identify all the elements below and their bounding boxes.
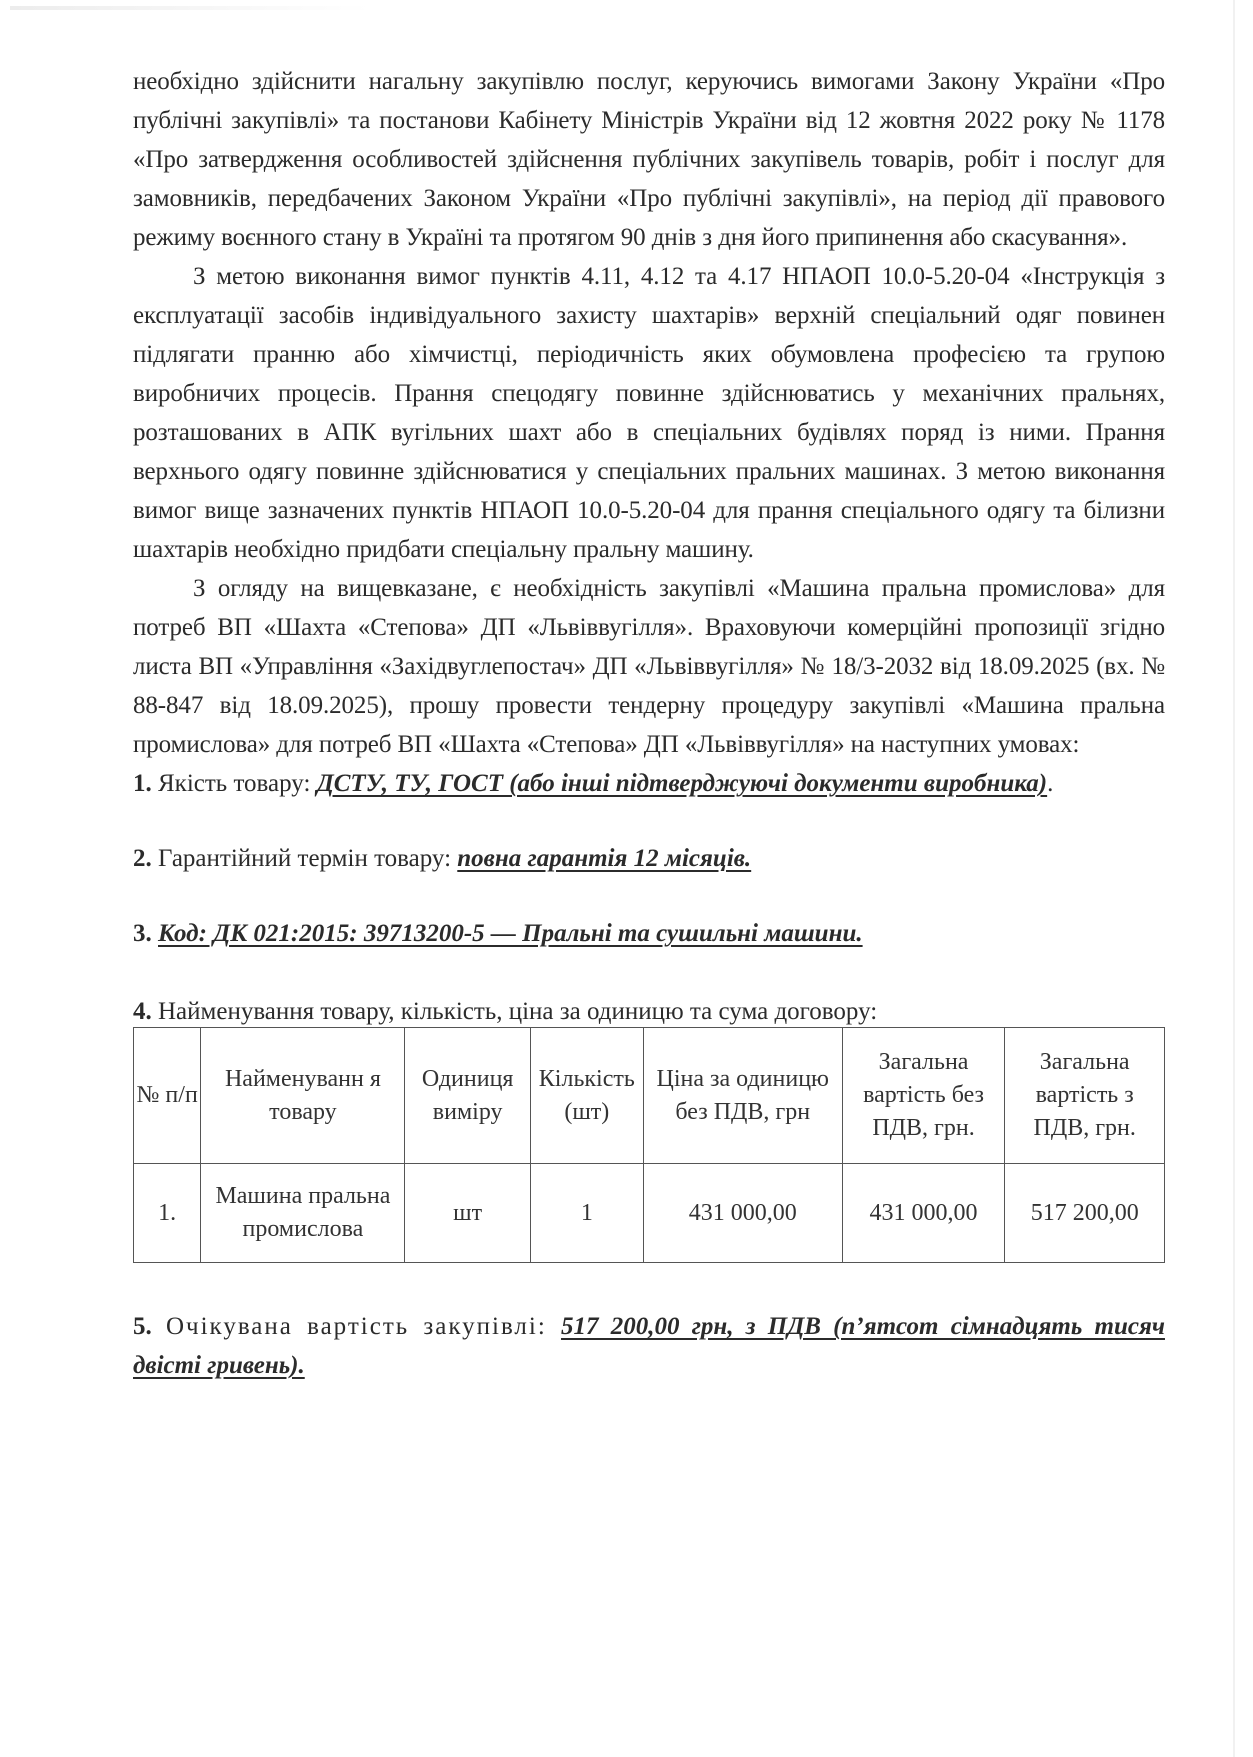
item-suffix: . <box>1047 770 1054 797</box>
item-number: 5. <box>133 1313 152 1340</box>
cell-unit: шт <box>405 1164 530 1263</box>
item-number: 4. <box>133 998 152 1025</box>
item-code <box>133 914 1165 953</box>
cell-unit-price: 431 000,00 <box>643 1164 842 1263</box>
paragraph-legal-basis: необхідно здійснити нагальну закупівлю послуг, керуючись вимогами Закону України «Про публічні закупівлі» та постанови Кабінету Міністрів України від 12 жовтня 2022 року № 1178 «Про затвердження особливостей здійснення публічних закупівель товарів, робіт і послуг для замовників, передбачених Законом України «Про публічні закупівлі», на період дії правового режиму воєнного стану в Україні та протягом 90 днів з дня його припинення або скасування». <box>133 68 1165 251</box>
document-body <box>133 62 1165 1385</box>
col-header-item-name: Найменуванн я товару <box>201 1028 405 1164</box>
item-value: Код: ДК 021:2015: 39713200-5 — Пральні та сушильні машини. <box>158 920 863 947</box>
cell-item-name: Машина пральна промислова <box>201 1164 405 1263</box>
cell-quantity: 1 <box>530 1164 643 1263</box>
col-header-unit-price: Ціна за одиницю без ПДВ, грн <box>643 1028 842 1164</box>
item-expected-cost <box>133 1307 1165 1385</box>
paragraph-requirements: З метою виконання вимог пунктів 4.11, 4.12 та 4.17 НПАОП 10.0-5.20-04 «Інструкція з експлуатації засобів індивідуального захисту шахтарів» верхній спеціальний одяг повинен підлягати пранню або хімчистці, періодичність яких обумовлена професією та групою виробничих процесів. Прання спецодягу повинне здійснюватись у механічних пральнях, розташованих в АПК вугільних шахт або в спеціальних будівлях поряд із ними. Прання верхнього одягу повинне здійснюватися у спеціальних пральних машинах. З метою виконання вимог вище зазначених пунктів НПАОП 10.0-5.20-04 для прання спеціального одягу та білизни шахтарів необхідно придбати спеціальну пральну машину. <box>133 263 1165 563</box>
item-quality <box>133 764 1165 803</box>
item-value: ДСТУ, ТУ, ГОСТ (або інші підтверджуючі документи виробника) <box>316 770 1048 797</box>
table-header-row <box>134 1028 1165 1164</box>
cell-total-no-vat: 431 000,00 <box>842 1164 1005 1263</box>
cell-total-with-vat: 517 200,00 <box>1005 1164 1165 1263</box>
col-header-total-no-vat: Загальна вартість без ПДВ, грн. <box>842 1028 1005 1164</box>
paragraph-request: З огляду на вищевказане, є необхідність закупівлі «Машина пральна промислова» для потреб ВП «Шахта «Степова» ДП «Львіввугілля». Враховуючи комерційні пропозиції згідно листа ВП «Управління «Західвуглепостач» ДП «Львіввугілля» № 18/3-2032 від 18.09.2025 (вх. № 88-847 від 18.09.2025), прошу провести тендерну процедуру закупівлі «Машина пральна промислова» для потреб ВП «Шахта «Степова» ДП «Львіввугілля» на наступних умовах: <box>133 575 1165 758</box>
item-label: Очікувана вартість закупівлі: <box>151 1313 562 1340</box>
item-label: Найменування товару, кількість, ціна за одиницю та сума договору: <box>151 998 878 1025</box>
table-row <box>134 1164 1165 1263</box>
item-value: 517 200,00 грн, з ПДВ (п’ятсот сімнадцять тисяч двісті гривень). <box>133 1313 1165 1379</box>
scan-artifact <box>10 6 370 10</box>
col-header-unit: Одиниця виміру <box>405 1028 530 1164</box>
cell-number: 1. <box>134 1164 201 1263</box>
procurement-table <box>133 1027 1165 1263</box>
col-header-total-with-vat: Загальна вартість з ПДВ, грн. <box>1005 1028 1165 1164</box>
item-number: 3. <box>133 920 152 947</box>
col-header-quantity: Кількість (шт) <box>530 1028 643 1164</box>
item-number: 1. <box>133 770 152 797</box>
item-table-caption <box>133 997 1165 1027</box>
item-label: Гарантійний термін товару: <box>151 845 458 872</box>
item-warranty <box>133 839 1165 878</box>
item-value: повна гарантія 12 місяців. <box>457 845 752 872</box>
col-header-number: № п/п <box>134 1028 201 1164</box>
item-number: 2. <box>133 845 152 872</box>
scan-edge <box>1233 0 1235 1757</box>
item-label: Якість товару: <box>151 770 317 797</box>
